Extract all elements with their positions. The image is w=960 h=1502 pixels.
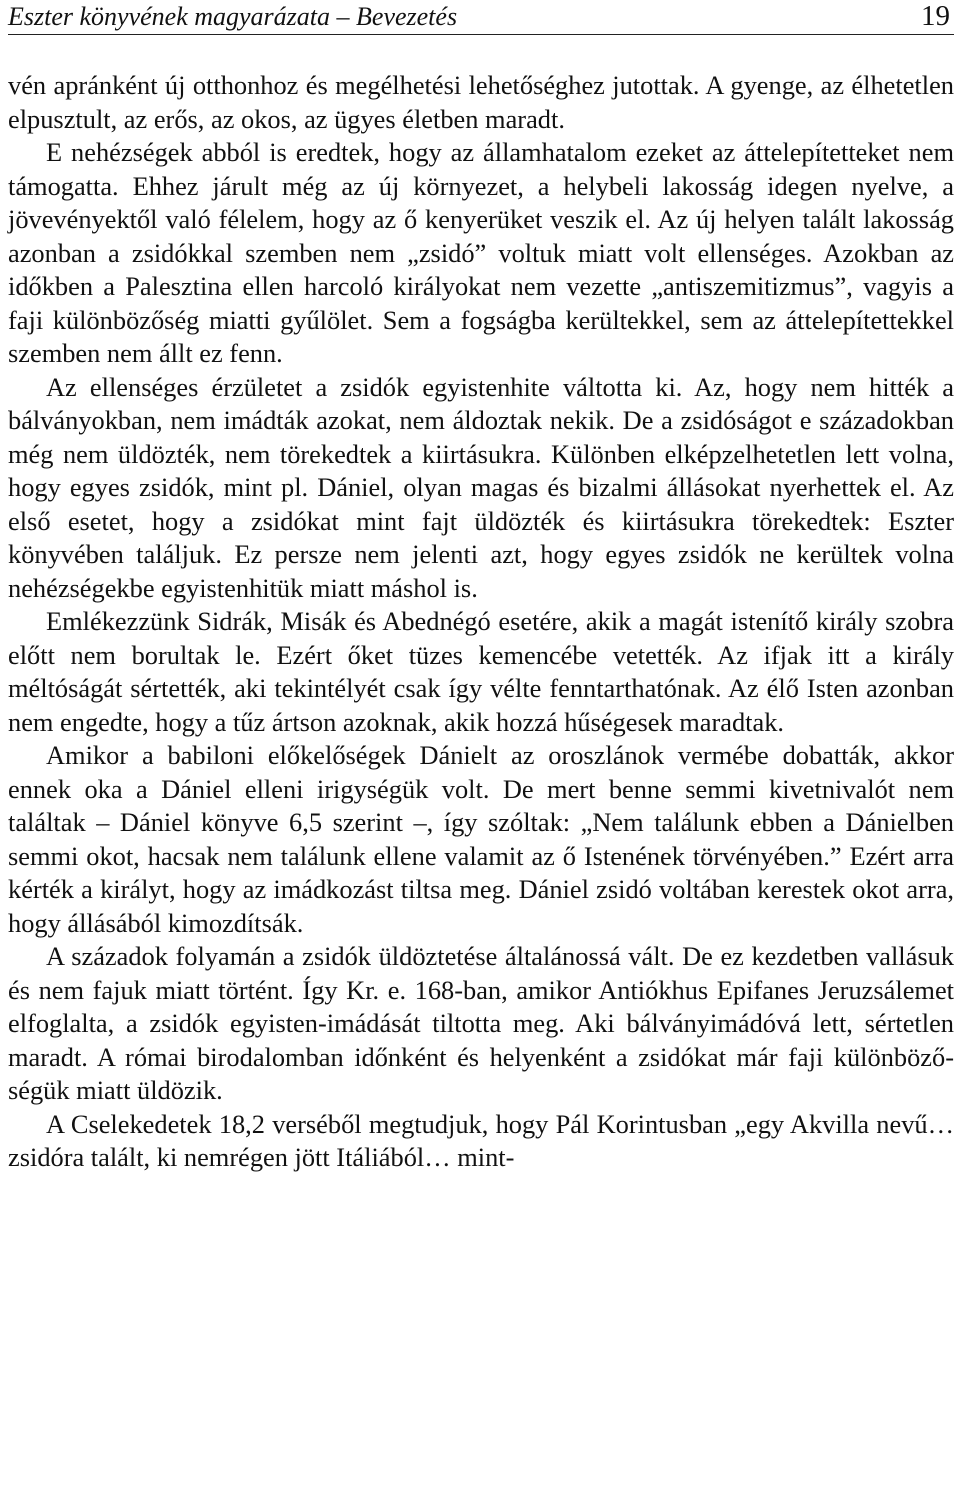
paragraph: Emlékezzünk Sidrák, Misák és Abednégó esetére, akik a magát istenítő király szobra előtt nem borultak le. Ezért őket tüzes kemencébe vetették. Az ifjak itt a király méltóságát sértették, aki tekintélyét csak így vélte fenntarthatónak. Az élő Isten azonban nem engedte, hogy a tűz ártson azoknak, akik hozzá hűségesek maradtak. xyxy=(8,606,954,737)
paragraph: Az ellenséges érzületet a zsidók egyistenhite váltotta ki. Az, hogy nem hitték a bálványokban, nem imádták azokat, nem áldoztak nekik. De a zsidóságot e századokban még nem üldözték, nem törekedtek a kiirtásukra. Különben elképzelhetetlen lett volna, hogy egyes zsidók, mint pl. Dániel, olyan magas és bizalmi állásokat nyerhettek el. Az első esetet, hogy a zsidókat mint fajt üldözték és kiirtásukra törekedtek: Eszter könyvében találjuk. Ez persze nem jelenti azt, hogy egyes zsidók ne kerültek volna nehézségekbe egyistenhitük miatt máshol is. xyxy=(8,371,954,603)
running-header xyxy=(8,0,954,35)
page-number: 19 xyxy=(921,0,950,32)
paragraph: E nehézségek abból is eredtek, hogy az államhatalom ezeket az áttelepítetteket nem támogatta. Ehhez járult még az új környezet, a helybeli lakosság idegen nyelve, a jövevényektől való félelem, hogy az ő kenyerüket veszik el. Az új helyen talált lakosság azonban a zsidókkal szemben nem „zsidó” voltuk miatt volt ellenséges. Azokban az időkben a Palesztina ellen harcoló királyokat nem vezette „antiszemitizmus”, vagyis a faji különbözőség miatti gyűlölet. Sem a fogságba kerültekkel, sem az áttelepítettekkel szemben nem állt ez fenn. xyxy=(8,137,954,368)
body-text xyxy=(8,69,954,1175)
paragraph: vén apránként új otthonhoz és megélhetési lehetőséghez jutottak. A gyenge, az élhetetlen elpusztult, az erős, az okos, az ügyes életben maradt. xyxy=(8,70,954,134)
paragraph: Amikor a babiloni előkelőségek Dánielt az oroszlánok vermébe dobatták, akkor ennek oka a Dániel elleni irigységük volt. De mert benne semmi kivetnivalót nem találtak – Dániel könyve 6,5 szerint –, így szóltak: „Nem találunk ebben a Dánielben semmi okot, hacsak nem találunk ellene valamit az ő Istenének törvényében.” Ezért arra kérték a királyt, hogy az imádkozást tiltsa meg. Dániel zsidó voltában kerestek okot arra, hogy állásából kimozdítsák. xyxy=(8,740,954,938)
running-title: Eszter könyvének magyarázata – Bevezetés xyxy=(8,2,458,31)
paragraph: A századok folyamán a zsidók üldöztetése általánossá vált. De ez kezdetben vallásuk és nem fajuk miatt történt. Így Kr. e. 168-ban, amikor Antiókhus Epifanes Jeruzsálemet elfoglalta, a zsidók egyisten-imádását tiltotta meg. Aki bálványimádóvá lett, sértetlen maradt. A római birodalomban időnként és helyenként a zsidókat már faji különbözőségük miatt üldözik. xyxy=(8,941,954,1105)
paragraph: A Cselekedetek 18,2 verséből megtudjuk, hogy Pál Korintusban „egy Akvilla nevű… zsidóra talált, ki nemrégen jött Itáliából… mint- xyxy=(8,1108,954,1172)
